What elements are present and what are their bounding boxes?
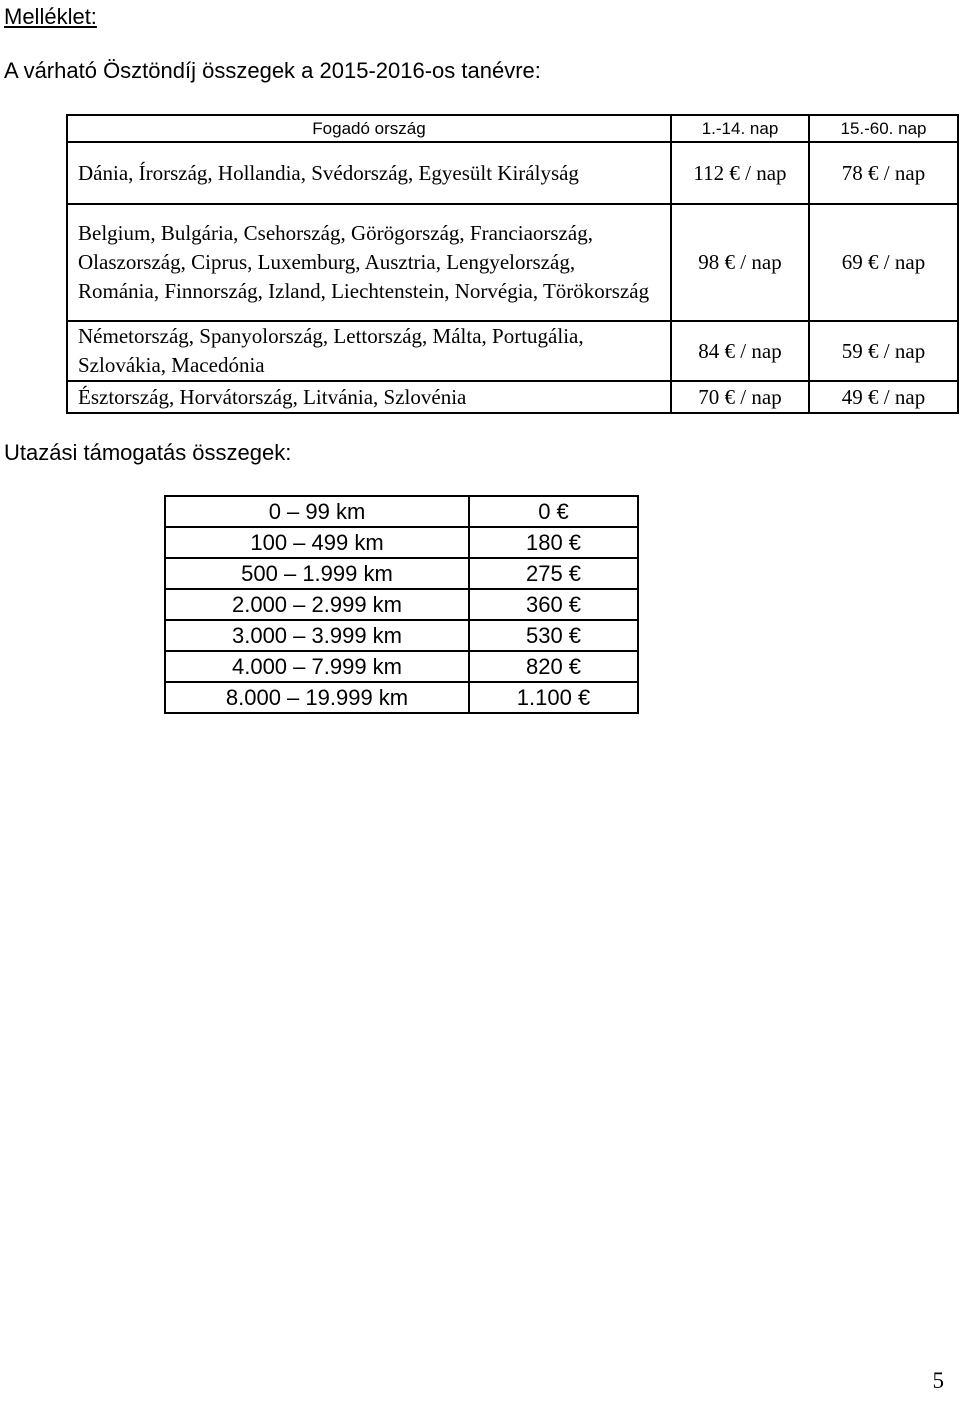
distance-cell: 2.000 – 2.999 km [165, 589, 469, 620]
table-row [165, 682, 638, 713]
header-days-1-14: 1.-14. nap [671, 115, 809, 142]
amount-cell: 530 € [469, 620, 638, 651]
table-row [165, 651, 638, 682]
distance-cell: 3.000 – 3.999 km [165, 620, 469, 651]
table-row [165, 527, 638, 558]
amount-days-1-14: 112 € / nap [671, 142, 809, 204]
amount-cell: 1.100 € [469, 682, 638, 713]
distance-cell: 500 – 1.999 km [165, 558, 469, 589]
table-row [67, 321, 958, 381]
annex-heading: Melléklet: [4, 4, 97, 29]
amount-cell: 820 € [469, 651, 638, 682]
grant-table [66, 114, 959, 414]
table-row [165, 620, 638, 651]
header-host-country: Fogadó ország [67, 115, 671, 142]
countries-cell: Belgium, Bulgária, Csehország, Görögország, Franciaország, Olaszország, Ciprus, Luxemburg, Ausztria, Lengyelország, Románia, Finnország, Izland, Liechtenstein, Norvégia, Törökország [67, 204, 671, 321]
amount-days-15-60: 59 € / nap [809, 321, 958, 381]
distance-cell: 100 – 499 km [165, 527, 469, 558]
table-row [165, 589, 638, 620]
countries-cell: Észtország, Horvátország, Litvánia, Szlovénia [67, 381, 671, 413]
amount-days-1-14: 70 € / nap [671, 381, 809, 413]
amount-days-1-14: 84 € / nap [671, 321, 809, 381]
table-row [67, 142, 958, 204]
distance-cell: 8.000 – 19.999 km [165, 682, 469, 713]
page-title: A várható Ösztöndíj összegek a 2015-2016-os tanévre: [4, 58, 541, 83]
travel-support-heading: Utazási támogatás összegek: [4, 440, 292, 465]
header-days-15-60: 15.-60. nap [809, 115, 958, 142]
travel-support-table [164, 495, 639, 714]
grant-table-header [67, 115, 958, 142]
countries-cell: Németország, Spanyolország, Lettország, Málta, Portugália, Szlovákia, Macedónia [67, 321, 671, 381]
amount-cell: 0 € [469, 496, 638, 527]
amount-days-15-60: 78 € / nap [809, 142, 958, 204]
amount-cell: 180 € [469, 527, 638, 558]
table-row [165, 558, 638, 589]
amount-days-1-14: 98 € / nap [671, 204, 809, 321]
distance-cell: 0 – 99 km [165, 496, 469, 527]
table-row [67, 204, 958, 321]
table-row [165, 496, 638, 527]
amount-days-15-60: 49 € / nap [809, 381, 958, 413]
amount-cell: 275 € [469, 558, 638, 589]
distance-cell: 4.000 – 7.999 km [165, 651, 469, 682]
amount-days-15-60: 69 € / nap [809, 204, 958, 321]
countries-cell: Dánia, Írország, Hollandia, Svédország, Egyesült Királyság [67, 142, 671, 204]
table-row [67, 381, 958, 413]
page-number: 5 [932, 1368, 944, 1393]
amount-cell: 360 € [469, 589, 638, 620]
